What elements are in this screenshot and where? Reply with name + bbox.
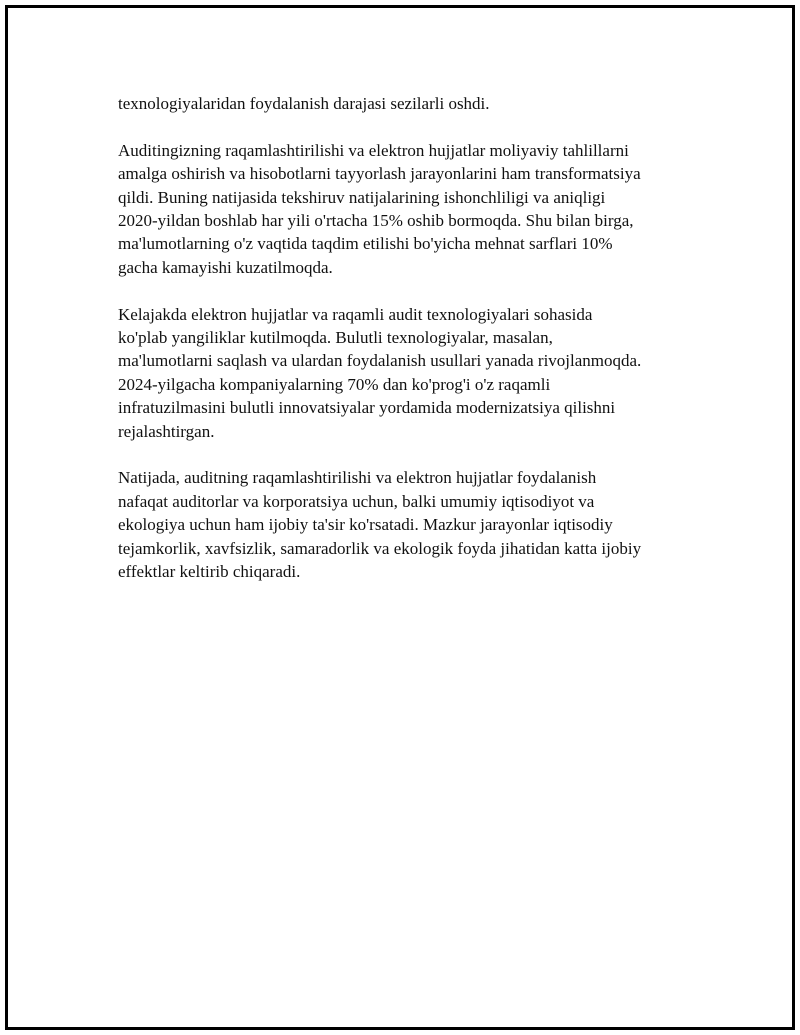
paragraph-future-outlook: Kelajakda elektron hujjatlar va raqamli audit texnologiyalari sohasida ko'plab yangiliklar kutilmoqda. Bulutli texnologiyalar, masalan, ma'lumotlarni saqlash va ulardan foydalanish usullari yanada rivojlanmoqda. 2024-yilgacha kompaniyalarning 70% dan ko'prog'i o'z raqamli infratuzilmasini bulutli innovatsiyalar yordamida modernizatsiya qilishni rejalashtirgan. — [118, 304, 642, 441]
paragraph-continuation: texnologiyalaridan foydalanish darajasi sezilarli oshdi. — [118, 94, 490, 113]
document-body — [118, 92, 698, 607]
paragraph-digitalization: Auditingizning raqamlashtirilishi va elektron hujjatlar moliyaviy tahlillarni amalga oshirish va hisobotlarni tayyorlash jarayonlarini ham transformatsiya qildi. Buning natijasida tekshiruv natijalarining ishonchliligi va aniqligi 2020-yildan boshlab har yili o'rtacha 15% oshib bormoqda. Shu bilan birga, ma'lumotlarning o'z vaqtida taqdim etilishi bo'yicha mehnat sarflari 10% gacha kamayishi kuzatilmoqda. — [118, 140, 641, 277]
paragraph-conclusion: Natijada, auditning raqamlashtirilishi va elektron hujjatlar foydalanish nafaqat auditorlar va korporatsiya uchun, balki umumiy iqtisodiyot va ekologiya uchun ham ijobiy ta'sir ko'rsatadi. Mazkur jarayonlar iqtisodiy tejamkorlik, xavfsizlik, samaradorlik va ekologik foyda jihatidan katta ijobiy effektlar keltirib chiqaradi. — [118, 468, 642, 582]
